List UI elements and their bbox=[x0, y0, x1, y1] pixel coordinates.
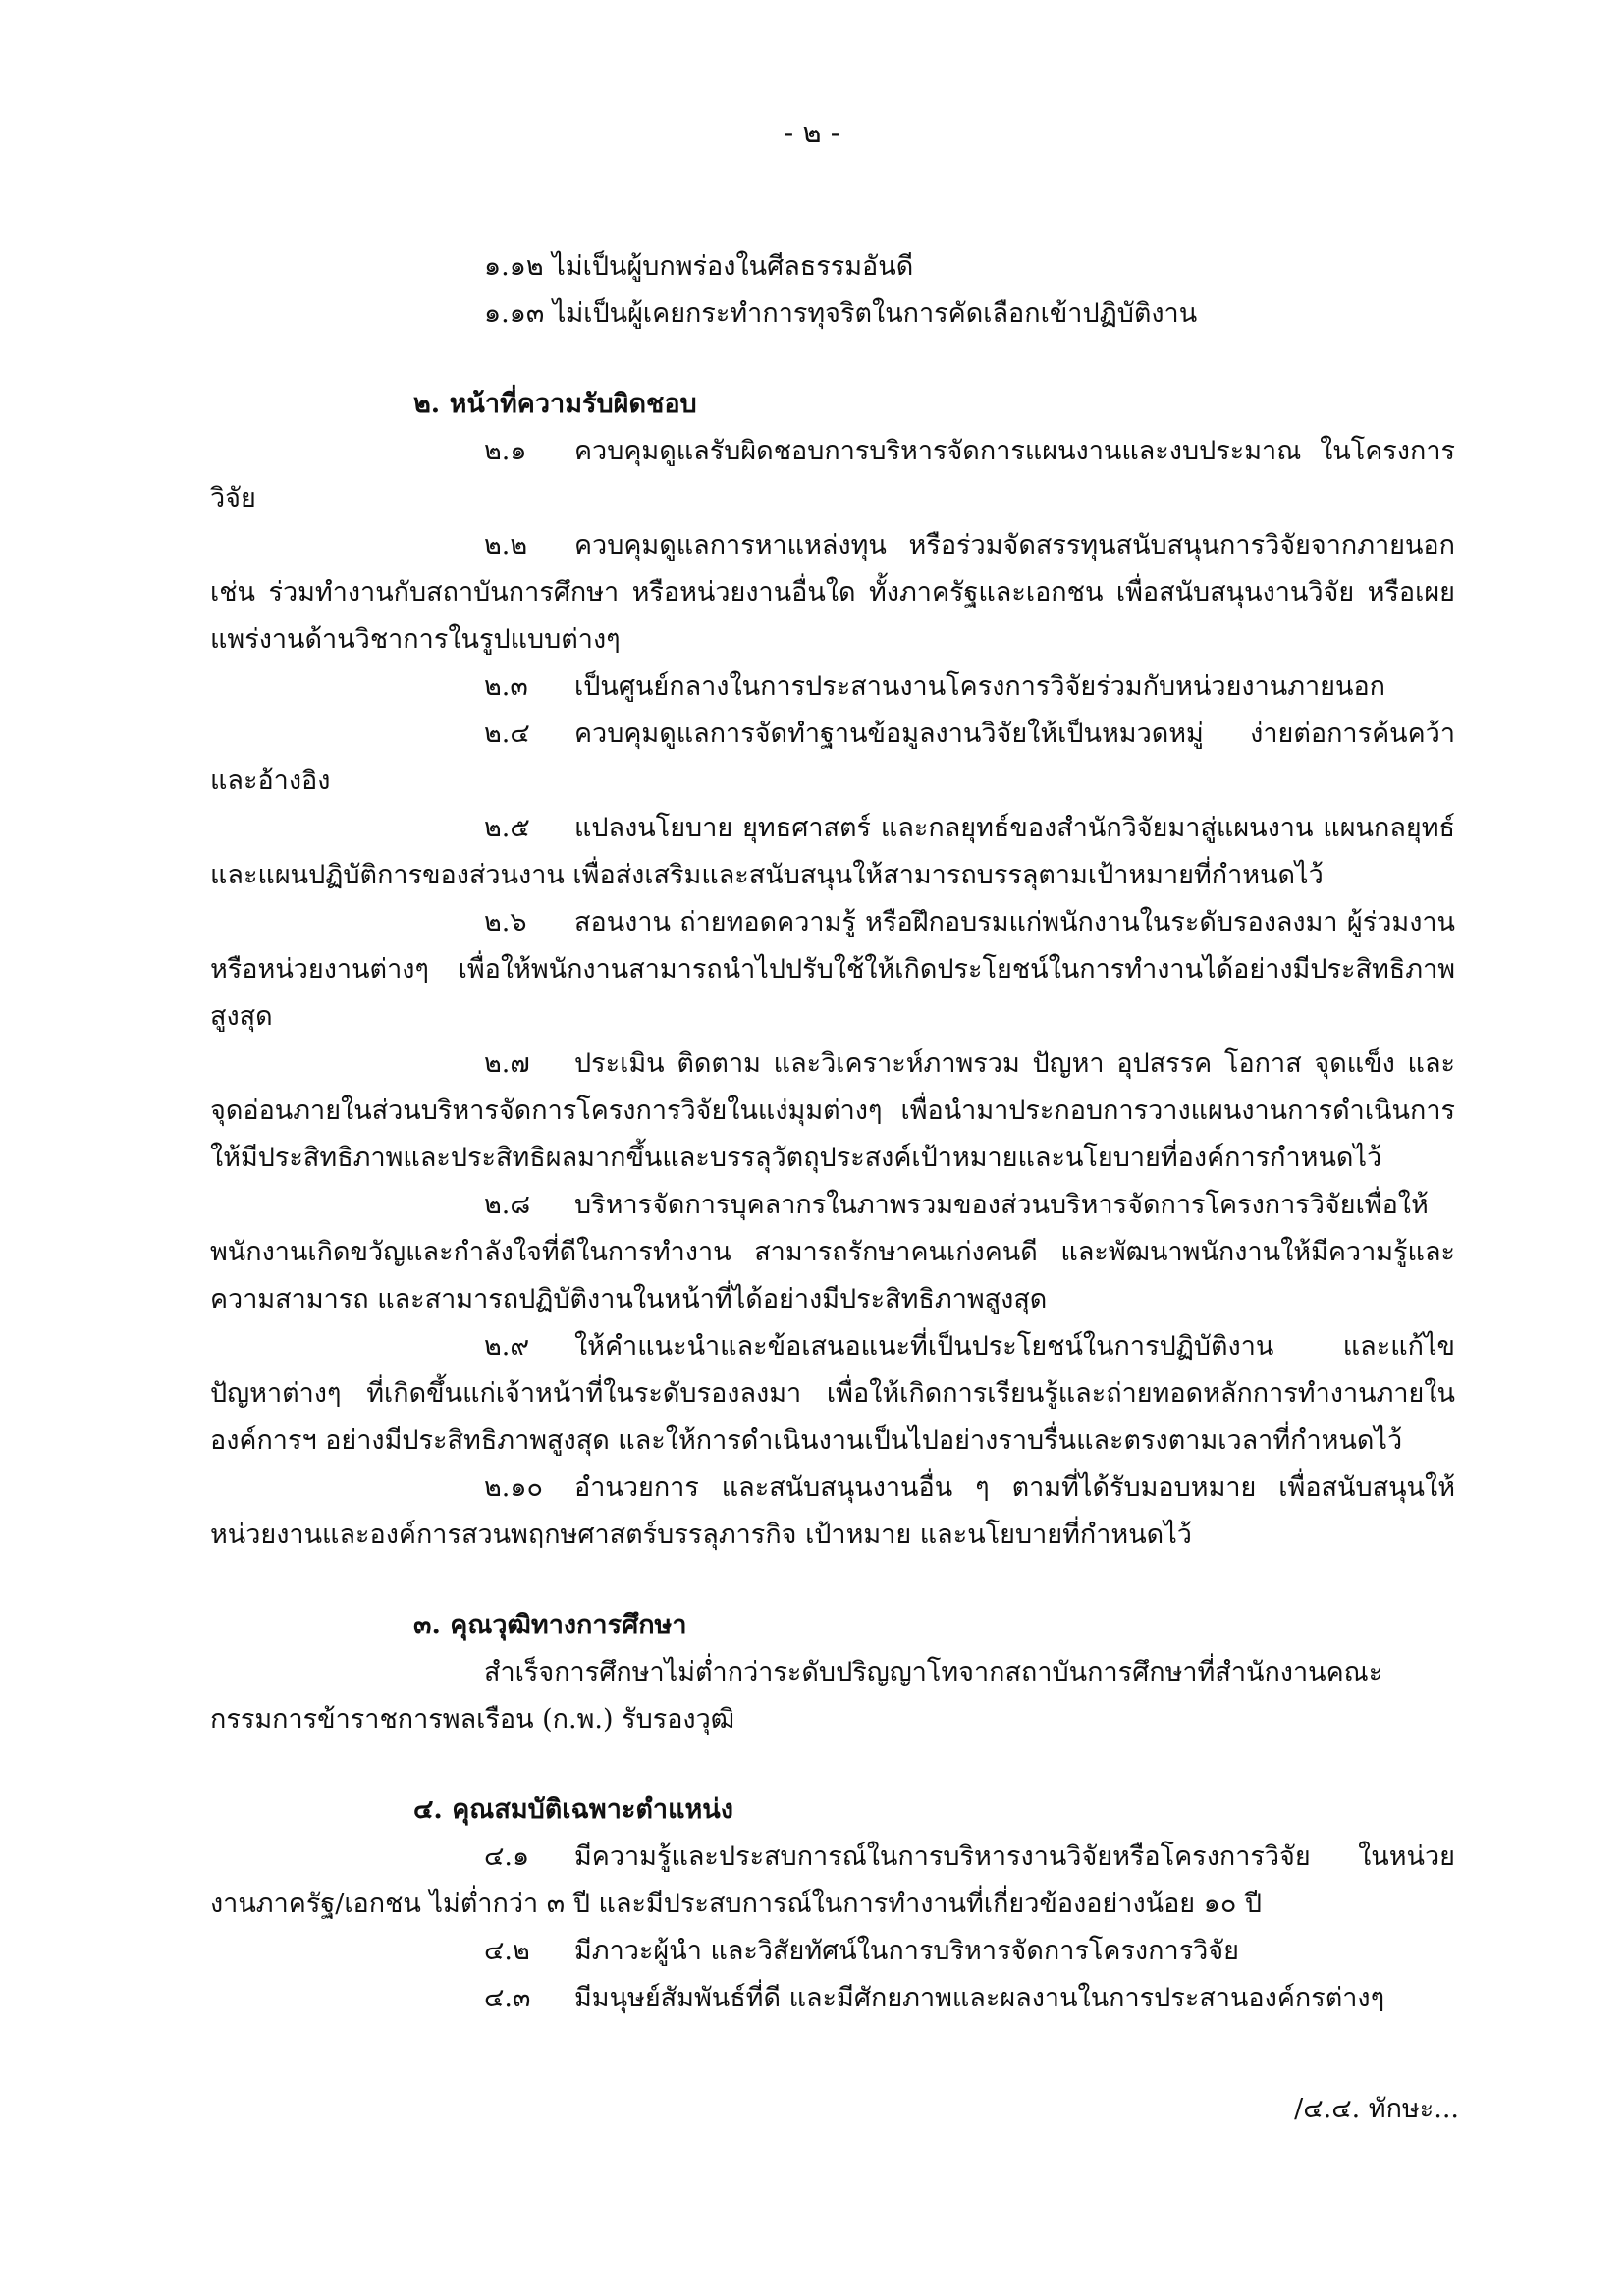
education-text: สำเร็จการศึกษาไม่ต่ำกว่าระดับปริญญาโทจากสถาบันการศึกษาที่สำนักงานคณะกรรมการข้าราชการพลเรือน (ก.พ.) รับรองวุฒิ bbox=[210, 1657, 1383, 1735]
duty-item: ๒.๗ ประเมิน ติดตาม และวิเคราะห์ภาพรวม ปัญหา อุปสรรค โอกาส จุดแข็ง และจุดอ่อนภายในส่วนบริหารจัดการโครงการวิจัยในแง่มุมต่างๆ เพื่อนำมาประกอบการวางแผนงานการดำเนินการให้มีประสิทธิภาพและประสิทธิผลมากขึ้นและบรรลุวัตถุประสงค์เป้าหมายและนโยบายที่องค์การกำหนดไว้ bbox=[210, 1048, 1455, 1173]
section-education bbox=[210, 1602, 1455, 1743]
section-heading: ๒. หน้าที่ความรับผิดชอบ bbox=[413, 389, 697, 419]
qualification-spec-item: ๔.๓ มีมนุษย์สัมพันธ์ที่ดี และมีศักยภาพและผลงานในการประสานองค์กรต่างๆ bbox=[484, 1983, 1385, 2013]
section-heading: ๓. คุณวุฒิทางการศึกษา bbox=[413, 1610, 687, 1640]
duty-item: ๒.๒ ควบคุมดูแลการหาแหล่งทุน หรือร่วมจัดสรรทุนสนับสนุนการวิจัยจากภายนอก เช่น ร่วมทำงานกับสถาบันการศึกษา หรือหน่วยงานอื่นใด ทั้งภาครัฐและเอกชน เพื่อสนับสนุนงานวิจัย หรือเผยแพร่งานด้านวิชาการในรูปแบบต่างๆ bbox=[210, 530, 1455, 655]
duty-item: ๒.๑๐ อำนวยการ และสนับสนุนงานอื่น ๆ ตามที่ได้รับมอบหมาย เพื่อสนับสนุนให้หน่วยงานและองค์การสวนพฤกษศาสตร์บรรลุภารกิจ เป้าหมาย และนโยบายที่กำหนดไว้ bbox=[210, 1472, 1455, 1550]
section-responsibilities bbox=[210, 381, 1455, 1559]
page-number: - ๒ - bbox=[784, 116, 840, 149]
duty-item: ๒.๘ บริหารจัดการบุคลากรในภาพรวมของส่วนบริหารจัดการโครงการวิจัยเพื่อให้พนักงานเกิดขวัญและกำลังใจที่ดีในการทำงาน สามารถรักษาคนเก่งคนดี และพัฒนาพนักงานให้มีความรู้และความสามารถ และสามารถปฏิบัติงานในหน้าที่ได้อย่างมีประสิทธิภาพสูงสุด bbox=[210, 1190, 1455, 1314]
qualification-item: ๑.๑๓ ไม่เป็นผู้เคยกระทำการทุจริตในการคัดเลือกเข้าปฏิบัติงาน bbox=[484, 298, 1198, 329]
duty-item: ๒.๙ ให้คำแนะนำและข้อเสนอแนะที่เป็นประโยชน์ในการปฏิบัติงาน และแก้ไขปัญหาต่างๆ ที่เกิดขึ้นแก่เจ้าหน้าที่ในระดับรองลงมา เพื่อให้เกิดการเรียนรู้และถ่ายทอดหลักการทำงานภายในองค์การฯ อย่างมีประสิทธิภาพสูงสุด และให้การดำเนินงานเป็นไปอย่างราบรื่นและตรงตามเวลาที่กำหนดไว้ bbox=[210, 1331, 1455, 1456]
continuation-marker: /๔.๔. ทักษะ... bbox=[1294, 2094, 1459, 2124]
duty-item: ๒.๖ สอนงาน ถ่ายทอดความรู้ หรือฝึกอบรมแก่พนักงานในระดับรองลงมา ผู้ร่วมงานหรือหน่วยงานต่างๆ เพื่อให้พนักงานสามารถนำไปปรับใช้ให้เกิดประโยชน์ในการทำงานได้อย่างมีประสิทธิภาพสูงสุด bbox=[210, 907, 1455, 1032]
qualification-spec-item: ๔.๑ มีความรู้และประสบการณ์ในการบริหารงานวิจัยหรือโครงการวิจัย ในหน่วยงานภาครัฐ/เอกชน ไม่ต่ำกว่า ๓ ปี และมีประสบการณ์ในการทำงานที่เกี่ยวข้องอย่างน้อย ๑๐ ปี bbox=[210, 1842, 1455, 1919]
document-body bbox=[210, 243, 1455, 2022]
qualification-item: ๑.๑๒ ไม่เป็นผู้บกพร่องในศีลธรรมอันดี bbox=[484, 251, 914, 282]
section-heading: ๔. คุณสมบัติเฉพาะตำแหน่ง bbox=[413, 1794, 733, 1825]
duty-item: ๒.๔ ควบคุมดูแลการจัดทำฐานข้อมูลงานวิจัยให้เป็นหมวดหมู่ ง่ายต่อการค้นคว้าและอ้างอิง bbox=[210, 719, 1455, 796]
duty-item: ๒.๓ เป็นศูนย์กลางในการประสานงานโครงการวิจัยร่วมกับหน่วยงานภายนอก bbox=[484, 671, 1386, 702]
qualification-spec-item: ๔.๒ มีภาวะผู้นำ และวิสัยทัศน์ในการบริหารจัดการโครงการวิจัย bbox=[484, 1936, 1239, 1966]
section-position-qualifications bbox=[210, 1787, 1455, 2022]
duty-item: ๒.๑ ควบคุมดูแลรับผิดชอบการบริหารจัดการแผนงานและงบประมาณ ในโครงการวิจัย bbox=[210, 436, 1455, 513]
duty-item: ๒.๕ แปลงนโยบาย ยุทธศาสตร์ และกลยุทธ์ของสำนักวิจัยมาสู่แผนงาน แผนกลยุทธ์และแผนปฏิบัติการของส่วนงาน เพื่อส่งเสริมและสนับสนุนให้สามารถบรรลุตามเป้าหมายที่กำหนดไว้ bbox=[210, 813, 1455, 890]
